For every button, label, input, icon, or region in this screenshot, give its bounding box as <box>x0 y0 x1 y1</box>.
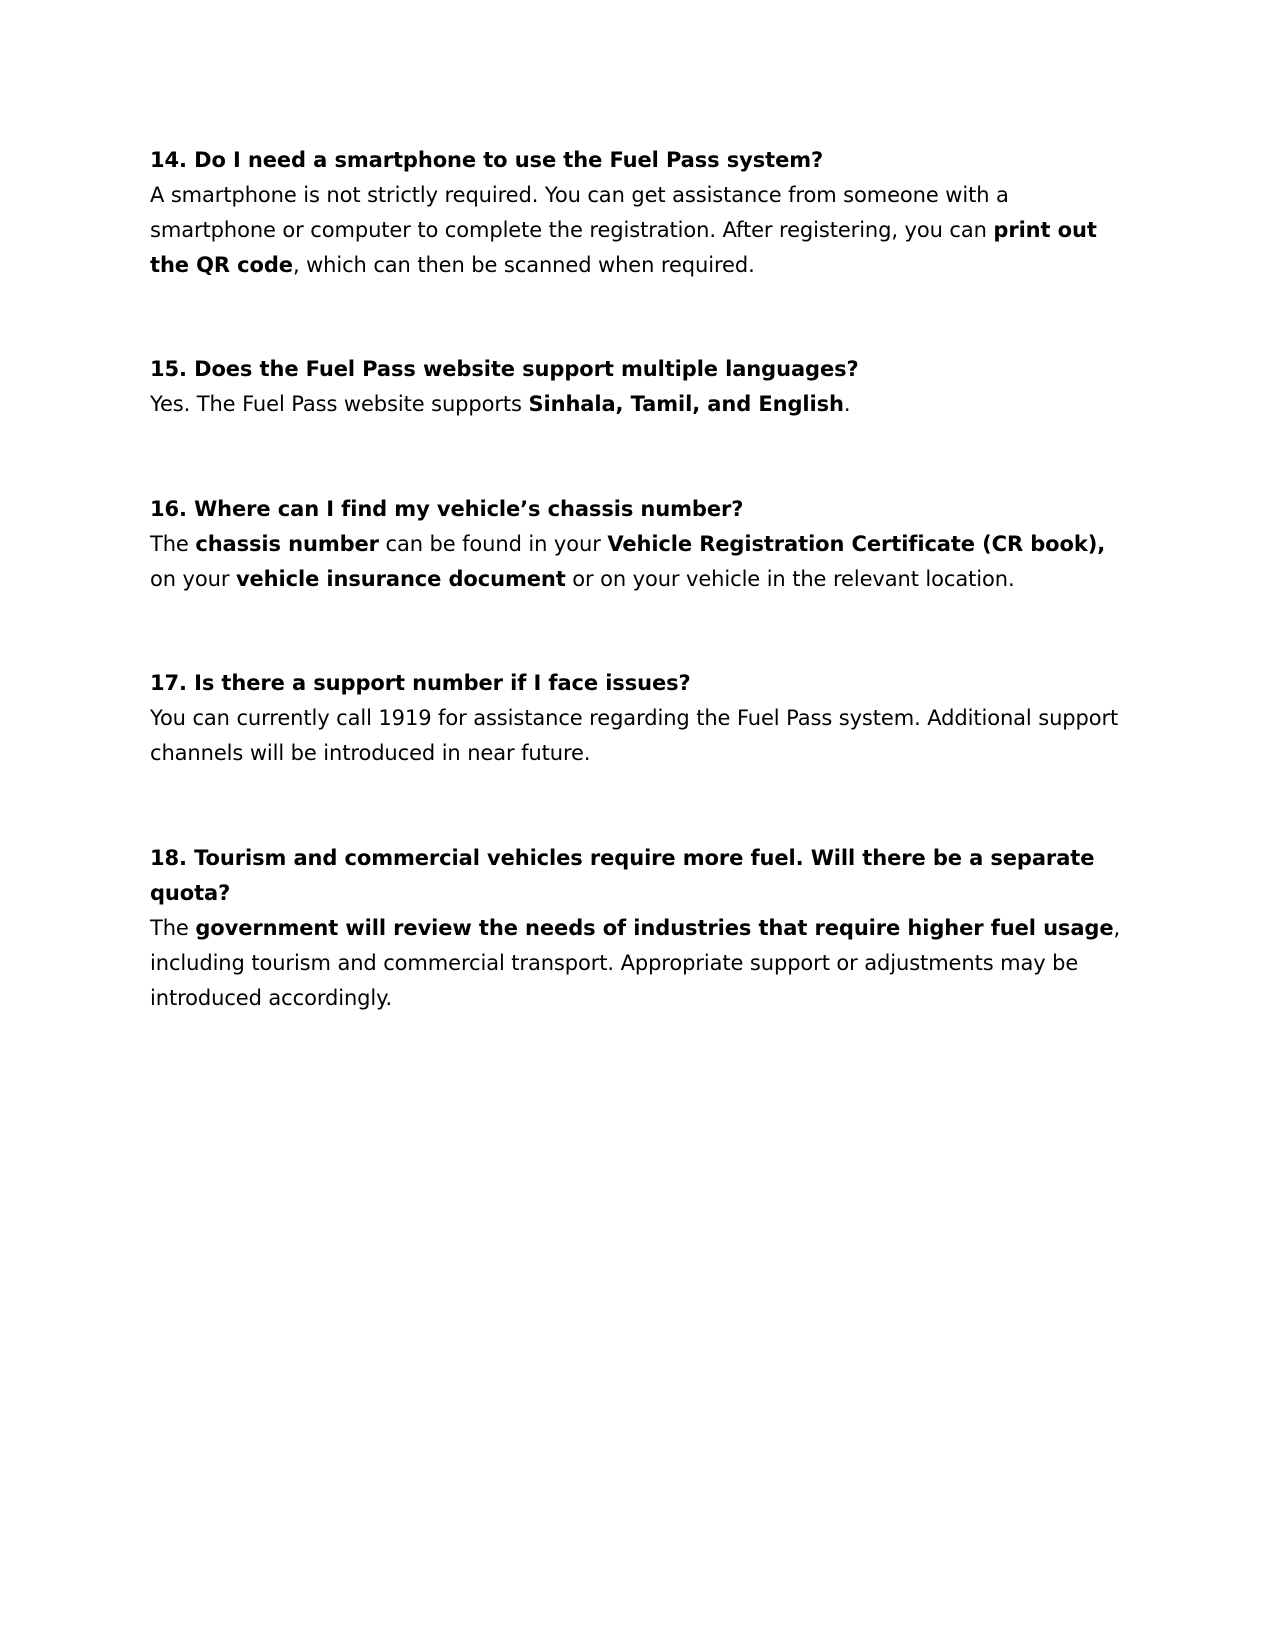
faq-question: 17. Is there a support number if I face issues? <box>150 671 691 695</box>
answer-text: The <box>150 532 196 556</box>
answer-emphasis: Vehicle Registration Certificate (CR book), <box>607 532 1106 556</box>
answer-text: . <box>843 392 851 416</box>
faq-question: 18. Tourism and commercial vehicles require more fuel. Will there be a separate quota? <box>150 846 1095 905</box>
faq-answer <box>150 387 1125 422</box>
faq-item-16 <box>150 492 1125 597</box>
answer-text: on your <box>150 567 236 591</box>
answer-text: Yes. The Fuel Pass website supports <box>150 392 529 416</box>
faq-answer <box>150 701 1125 771</box>
faq-item-14 <box>150 143 1125 283</box>
faq-answer <box>150 911 1125 1016</box>
faq-item-17 <box>150 666 1125 771</box>
answer-text: or on your vehicle in the relevant location. <box>565 567 1015 591</box>
answer-emphasis: chassis number <box>195 532 379 556</box>
answer-text: , including tourism and commercial transport. Appropriate support or adjustments may be introduced accordingly. <box>150 916 1121 1010</box>
answer-emphasis: government will review the needs of industries that require higher fuel usage <box>195 916 1114 940</box>
answer-emphasis: vehicle insurance document <box>235 567 566 591</box>
answer-text: A smartphone is not strictly required. You can get assistance from someone with a smartphone or computer to complete the registration. After registering, you can <box>150 183 1009 242</box>
faq-question: 14. Do I need a smartphone to use the Fuel Pass system? <box>150 148 824 172</box>
answer-text: The <box>150 916 196 940</box>
faq-item-15 <box>150 352 1125 422</box>
faq-answer <box>150 527 1125 597</box>
answer-text: You can currently call 1919 for assistance regarding the Fuel Pass system. Additional support channels will be introduced in near future. <box>150 706 1119 765</box>
answer-text: , which can then be scanned when required. <box>292 253 755 277</box>
faq-item-18 <box>150 841 1125 1016</box>
faq-answer <box>150 178 1125 283</box>
answer-emphasis: Sinhala, Tamil, and English <box>528 392 844 416</box>
answer-text: can be found in your <box>378 532 608 556</box>
faq-question: 16. Where can I find my vehicle’s chassis number? <box>150 497 744 521</box>
faq-question: 15. Does the Fuel Pass website support multiple languages? <box>150 357 859 381</box>
answer-emphasis: print out the QR code <box>150 218 1097 277</box>
